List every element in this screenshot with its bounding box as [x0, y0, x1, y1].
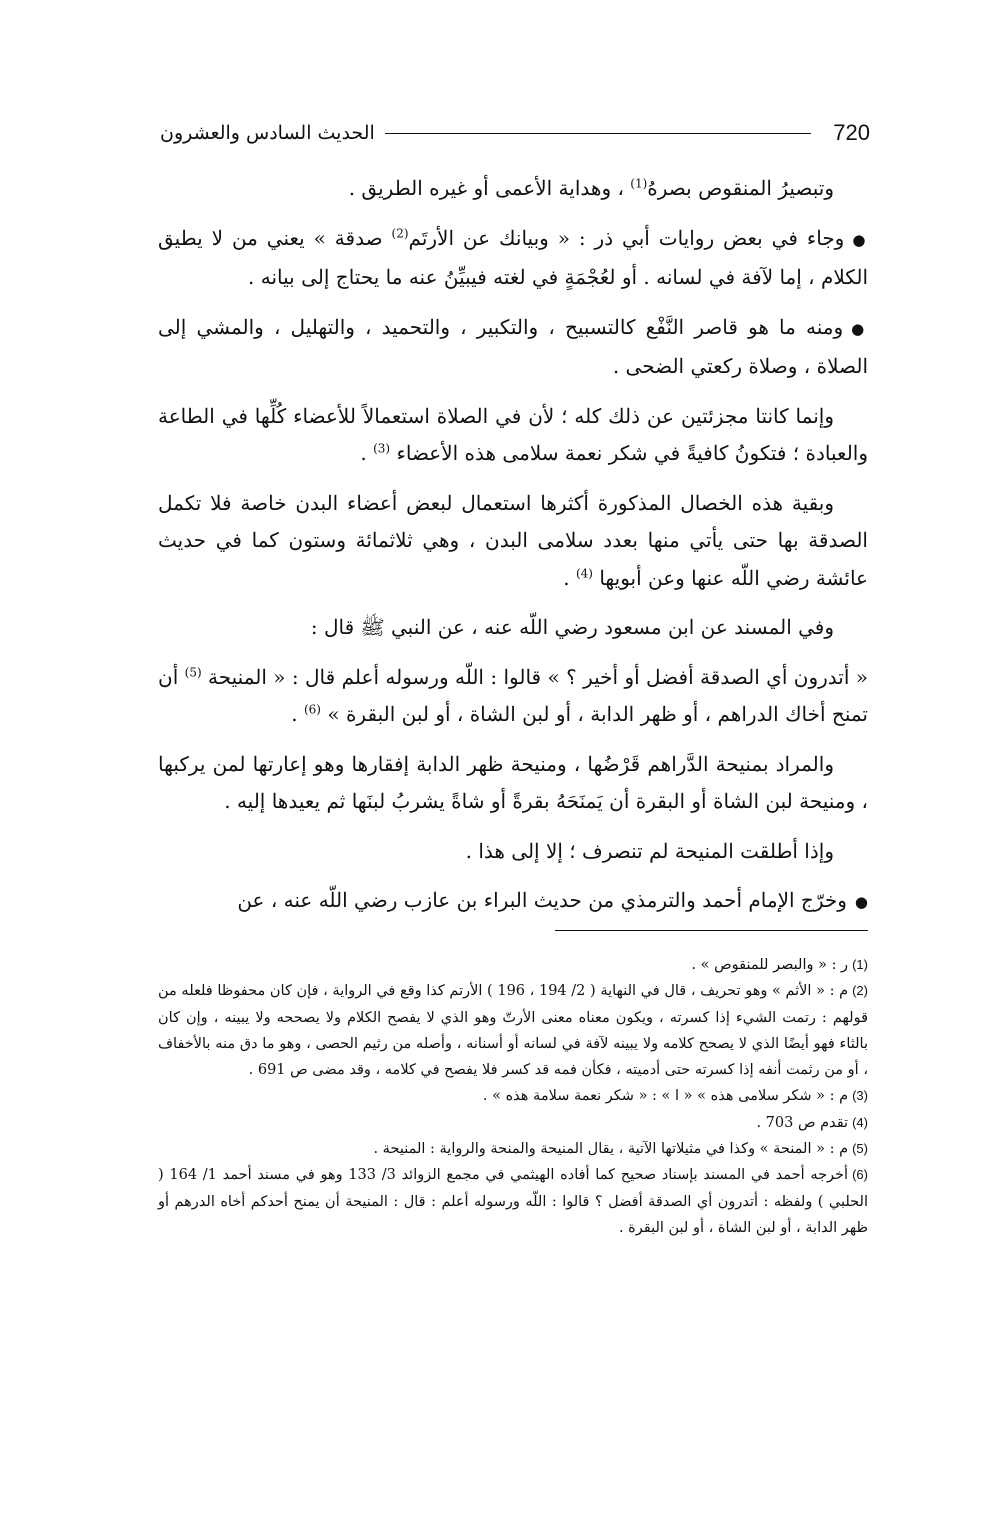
footnote-ref: (4)	[575, 565, 593, 580]
footnote-ref: (5)	[184, 664, 202, 679]
bullet-paragraph: ●وجاء في بعض روايات أبي ذر : « وبيانك عن الأرتَم$^{(2)}$ صدقة » يعني من لا يطيق الكلام ، إما لآفة في لسانه . أو لعُجْمَةٍ في لغته فيبيِّنُ عنه ما يحتاج إلى بيانه .	[158, 225, 868, 289]
bullet-paragraph: ●ومنه ما هو قاصر النَّفْع كالتسبيح ، والتكبير ، والتحميد ، والتهليل ، والمشي إلى الصلاة ، وصلاة ركعتي الضحى .	[158, 314, 868, 378]
main-text	[158, 170, 868, 934]
paragraph: وتبصيرُ المنقوص بصرهُ$^{(1)}$ ، وهداية الأعمى أو غيره الطريق .	[348, 176, 834, 200]
paragraph: وبقية هذه الخصال المذكورة أكثرها استعمال لبعض أعضاء البدن خاصة فلا تكمل الصدقة بها حتى يأتي منها بعدد سلامى البدن ، وهي ثلاثمائة وستون كما في حديث عائشة رضي اللّه عنها وعن أبويها $^{(4)}$ .	[158, 490, 868, 590]
footnote: (2)م : « الأثم » وهو تحريف ، قال في النهاية ( 2/ 194 ، 196 ) الأرتم كذا وقع في الرواية ، فإن كان محفوظا فلعله من قولهم : رتمت الشيء إذا كسرته ، ويكون معناه معنى الأرتّ وهو الذي لا يفصح الكلام ولا يصححه ولا يبينه ، وإن كان بالثاء فهو أيضًا الذي لا يصحح كلامه ولا يبينه لآفة في لسانه أو أسنانه ، وأصله من رثيم الحصى ، وهو ما دق منه بالأخفاف ، أو من رثمت أنفه إذا كسرته حتى أدميته ، فكأن فمه قد كسر فلا يفصح في كلامه ، وقد مضى ص 691 .	[158, 983, 868, 1079]
footnote-ref: (2)	[391, 225, 409, 240]
footnote-ref: (6)	[303, 702, 321, 717]
hadith-quote: « أتدرون أي الصدقة أفضل أو أخير ؟ » قالوا : اللّه ورسوله أعلم قال : « المنيحة $^{(5)}$ أن تمنح أخاك الدراهم ، أو ظهر الدابة ، أو لبن الشاة ، أو لبن البقرة » $^{(6)}$ .	[158, 664, 868, 726]
footnote: (3)م : « شكر سلامى هذه » « ا » : « شكر نعمة سلامة هذه » .	[482, 1088, 868, 1105]
running-title: الحديث السادس والعشرون	[160, 122, 375, 144]
paragraph: وإنما كانتا مجزئتين عن ذلك كله ؛ لأن في الصلاة استعمالاً للأعضاء كُلِّها في الطاعة والعبادة ؛ فتكونُ كافيةً في شكر نعمة سلامى هذه الأعضاء $^{(3)}$ .	[158, 403, 868, 465]
bullet-icon: ●	[852, 230, 868, 249]
paragraph: وفي المسند عن ابن مسعود رضي اللّه عنه ، عن النبي ﷺ قال :	[310, 615, 834, 639]
paragraph: وإذا أطلقت المنيحة لم تنصرف ؛ إلا إلى هذا .	[465, 838, 834, 863]
footnote: (6)أخرجه أحمد في المسند بإسناد صحيح كما أفاده الهيثمي في مجمع الزوائد 3/ 133 وهو في مسند أحمد 1/ 164 ( الحلبي ) ولفظه : أتدرون أي الصدقة أفضل ؟ قالوا : اللّه ورسوله أعلم : قال : المنيحة أن يمنح أحدكم أخاه الدرهم أو ظهر الدابة ، أو لبن الشاة ، أو لبن البقرة .	[158, 1167, 868, 1236]
footnote: (1)ر : « والبصر للمنقوص » .	[691, 957, 868, 973]
page-number: 720	[833, 120, 870, 145]
footnote: (4)تقدم ص 703 .	[756, 1114, 868, 1131]
paragraph: والمراد بمنيحة الدَّراهم قَرْضُها ، ومنيحة ظهر الدابة إفقارها وهو إعارتها لمن يركبها ، ومنيحة لبن الشاة أو البقرة أن يَمنَحَهُ بقرةً أو شاةً يشربُ لبنَها ثم يعيدها إليه .	[158, 751, 868, 813]
footnote-ref: (1)	[630, 176, 648, 191]
bullet-icon: ●	[854, 893, 868, 911]
page-header	[160, 118, 870, 148]
bullet-icon: ●	[851, 319, 868, 338]
footnotes	[158, 952, 868, 1241]
footnote: (5)م : « المنحة » وكذا في مثيلاتها الآتية ، يقال المنيحة والمنحة والرواية : المنيحة .	[373, 1141, 868, 1158]
header-rule	[385, 133, 812, 134]
footnote-ref: (3)	[373, 441, 391, 456]
bullet-paragraph: ●وخرّج الإمام أحمد والترمذي من حديث البراء بن عازب رضي اللّه عنه ، عن	[237, 888, 868, 912]
footnote-separator	[555, 930, 868, 931]
